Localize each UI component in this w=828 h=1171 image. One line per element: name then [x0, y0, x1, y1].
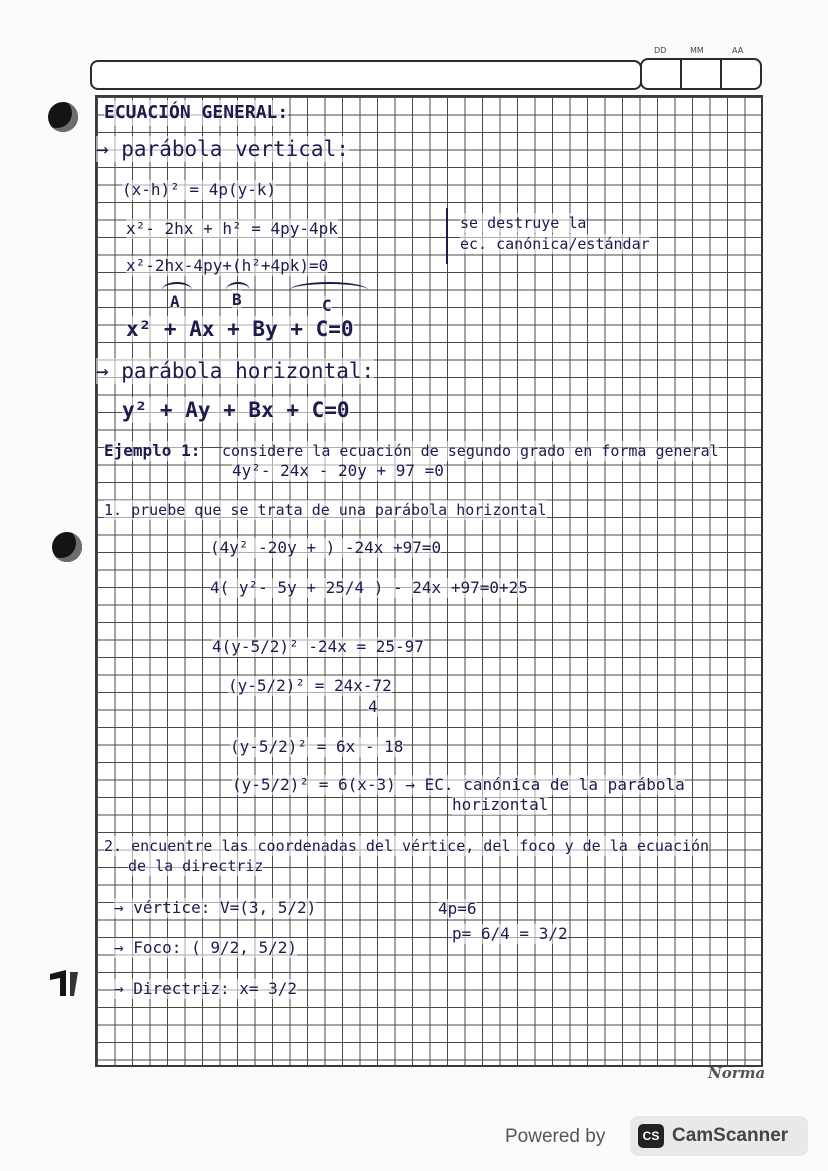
part2-label-continued: de la directriz [128, 857, 264, 875]
coef-c-label: C [322, 296, 332, 315]
title-field [90, 60, 642, 90]
part1-step5: (y-5/2)² = 6x - 18 [230, 737, 404, 756]
date-label-mm: MM [690, 46, 704, 55]
vertical-general-equation: x² + Ax + By + C=0 [126, 317, 354, 341]
part1-label: 1. pruebe que se trata de una parábola horizontal [104, 501, 547, 519]
binder-hole-middle [52, 532, 82, 562]
calc-p: p= 6/4 = 3/2 [452, 924, 568, 943]
part1-step2: 4( y²- 5y + 25/4 ) - 24x +97=0+25 [210, 578, 528, 597]
camscanner-logo-icon: CS [638, 1124, 664, 1148]
part1-step4: (y-5/2)² = 24x-72 [228, 676, 392, 695]
horizontal-general-equation: y² + Ay + Bx + C=0 [122, 398, 350, 422]
date-field [640, 58, 762, 90]
coef-a-label: A [170, 292, 180, 311]
directrix-result: → Directriz: x= 3/2 [114, 979, 298, 998]
part2-label: 2. encuentre las coordenadas del vértice, del foco y de la ecuación [104, 837, 710, 855]
example-equation: 4y²- 24x - 20y + 97 =0 [232, 461, 444, 480]
side-note-line1: se destruye la [460, 214, 587, 232]
example-title: Ejemplo 1: [104, 441, 201, 460]
vertex-result: → vértice: V=(3, 5/2) [114, 898, 317, 917]
vertical-eq-rearranged: x²-2hx-4py+(h²+4pk)=0 [126, 256, 329, 275]
part1-step3: 4(y-5/2)² -24x = 25-97 [212, 637, 424, 656]
date-label-dd: DD [654, 46, 667, 55]
part1-step6: (y-5/2)² = 6(x-3) → EC. canónica de la parábola [232, 775, 685, 794]
binder-hole-top [48, 102, 78, 132]
vertical-eq-expanded: x²- 2hx + h² = 4py-4pk [126, 219, 338, 238]
vertical-parabola-label: → parábola vertical: [96, 137, 349, 161]
part1-step1: (4y² -20y + ) -24x +97=0 [210, 538, 442, 557]
horizontal-parabola-label: → parábola horizontal: [96, 359, 375, 383]
example-statement: considere la ecuación de segundo grado en forma general [222, 442, 719, 460]
camscanner-badge [630, 1116, 808, 1156]
side-note-divider [446, 208, 448, 264]
powered-by-text: Powered by [505, 1126, 606, 1147]
coef-b-label: B [232, 290, 242, 309]
focus-result: → Foco: ( 9/2, 5/2) [114, 938, 298, 957]
part1-step6-continued: horizontal [452, 795, 549, 814]
notebook-brand-logo: Norma [708, 1064, 766, 1082]
notes-heading: ECUACIÓN GENERAL: [104, 100, 288, 126]
vertical-eq-canonical: (x-h)² = 4p(y-k) [122, 180, 277, 199]
side-note-line2: ec. canónica/estándar [460, 235, 650, 253]
calc-4p: 4p=6 [438, 899, 477, 918]
part1-step4-denominator: 4 [368, 697, 378, 716]
camscanner-name: CamScanner [672, 1125, 789, 1146]
date-label-aa: AA [732, 46, 744, 55]
binder-clip-icon [48, 968, 80, 998]
